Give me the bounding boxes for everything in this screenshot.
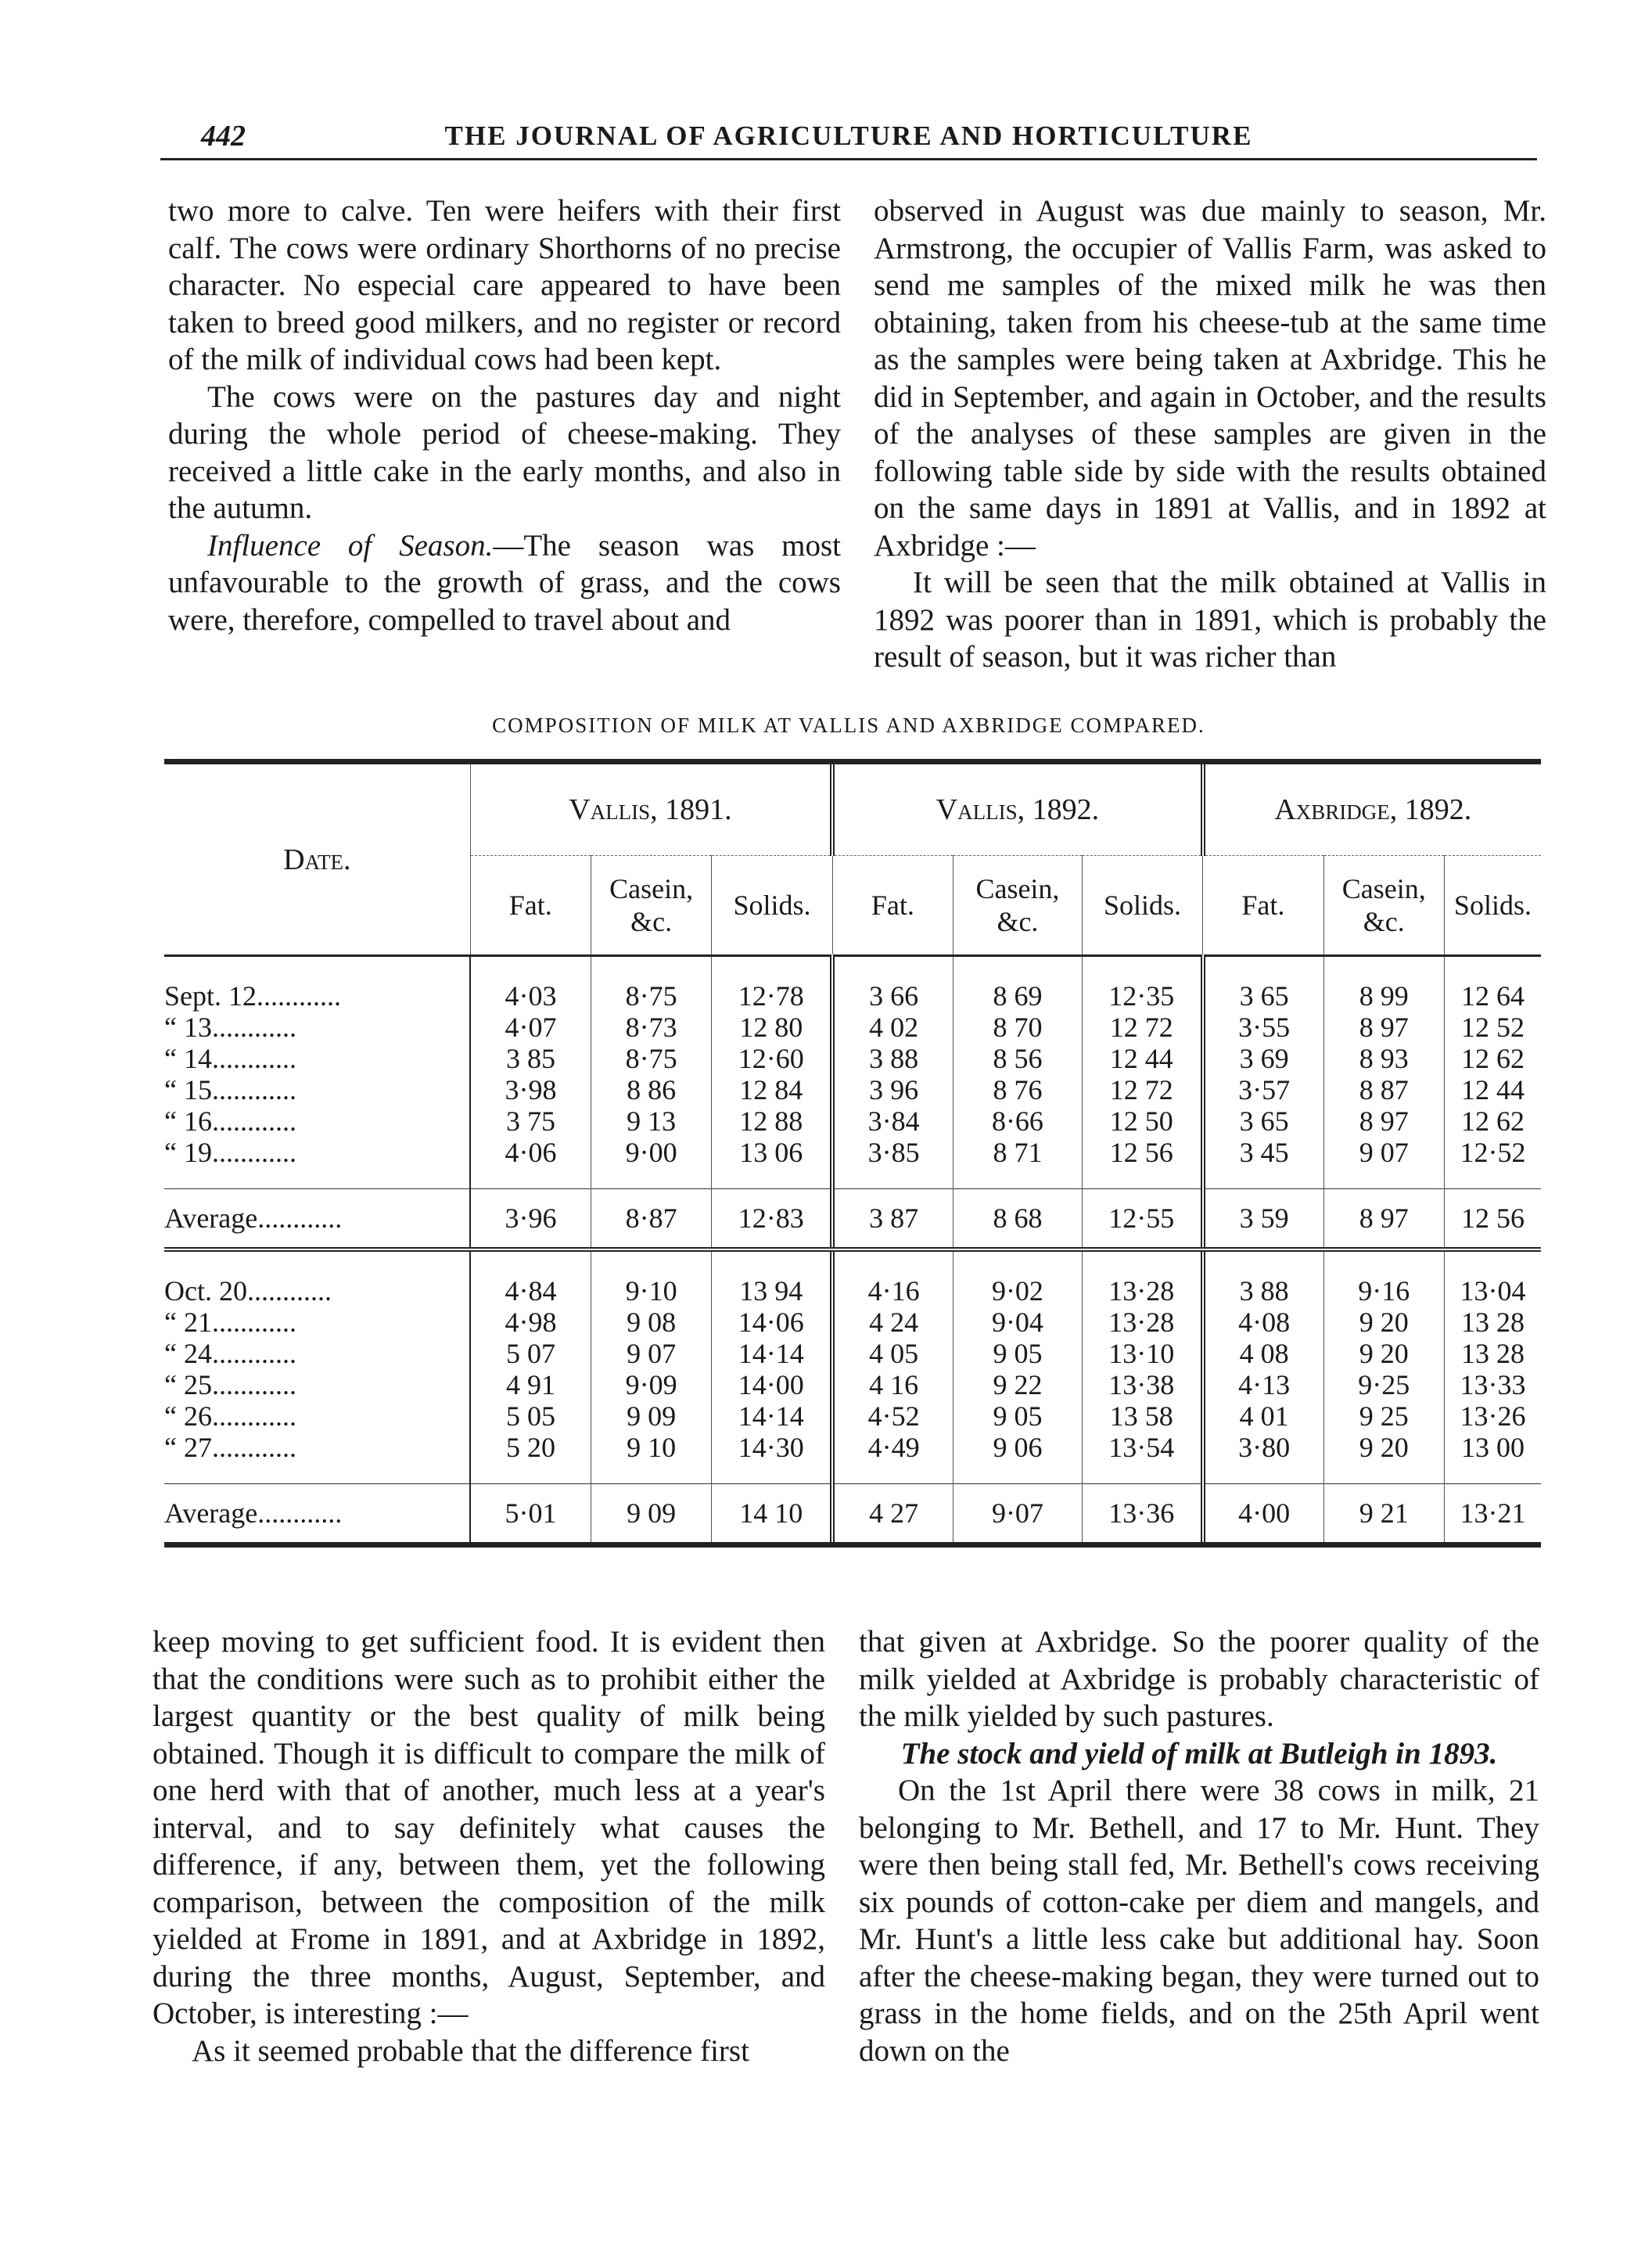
value-cell: 3·80 bbox=[1203, 1432, 1323, 1484]
value-cell: 13·54 bbox=[1082, 1432, 1202, 1484]
column-header: Solids. bbox=[1444, 856, 1541, 956]
value-cell: 8·75 bbox=[591, 956, 711, 1012]
value-cell: 8 93 bbox=[1323, 1043, 1444, 1074]
value-cell: 3 66 bbox=[832, 956, 953, 1012]
value-cell: 12 44 bbox=[1444, 1074, 1541, 1105]
value-cell: 4·16 bbox=[832, 1249, 953, 1307]
value-cell: 4 16 bbox=[832, 1369, 953, 1400]
value-cell: 13·26 bbox=[1444, 1400, 1541, 1432]
value-cell: 8·66 bbox=[953, 1105, 1083, 1137]
value-cell: 12 52 bbox=[1444, 1012, 1541, 1043]
value-cell: 4·49 bbox=[832, 1432, 953, 1484]
value-cell: 9·02 bbox=[953, 1249, 1083, 1307]
paragraph: On the 1st April there were 38 cows in milk, 21 belonging to Mr. Bethell, and 17 to Mr. Hunt. They were then being stall fed, Mr. Bethell's cows receiving six pounds of cotton-cake per diem and mangels, and Mr. Hunt's a little less cake but additional hay. Soon after the cheese-making began, they were turned out to grass in the home fields, and on the 25th April went down on the bbox=[859, 1774, 1539, 2068]
value-cell: 8 87 bbox=[1323, 1074, 1444, 1105]
value-cell: 13 06 bbox=[712, 1137, 832, 1189]
value-cell: 9 20 bbox=[1323, 1338, 1444, 1369]
value-cell: 14·30 bbox=[712, 1432, 832, 1484]
value-cell: 3·55 bbox=[1203, 1012, 1323, 1043]
value-cell: 13 00 bbox=[1444, 1432, 1541, 1484]
average-row bbox=[164, 1484, 1541, 1545]
column-bottom-right bbox=[859, 1623, 1539, 2069]
value-cell: 8 97 bbox=[1323, 1012, 1444, 1043]
value-cell: 12 84 bbox=[712, 1074, 832, 1105]
value-cell: 13·10 bbox=[1082, 1338, 1202, 1369]
average-value-cell: 9 09 bbox=[591, 1484, 711, 1545]
average-value-cell: 9 21 bbox=[1323, 1484, 1444, 1545]
value-cell: 4·52 bbox=[832, 1400, 953, 1432]
value-cell: 3 88 bbox=[832, 1043, 953, 1074]
value-cell: 9 22 bbox=[953, 1369, 1083, 1400]
value-cell: 4·98 bbox=[470, 1307, 591, 1338]
date-cell: “ 27............ bbox=[164, 1432, 296, 1463]
column-header: Fat. bbox=[1203, 856, 1323, 956]
column-header: Fat. bbox=[832, 856, 953, 956]
value-cell: 4 02 bbox=[832, 1012, 953, 1043]
value-cell: 13 28 bbox=[1444, 1307, 1541, 1338]
value-cell: 3 65 bbox=[1203, 1105, 1323, 1137]
column-top-left bbox=[168, 192, 841, 638]
date-cell: “ 26............ bbox=[164, 1400, 296, 1432]
table-row bbox=[164, 956, 1541, 1012]
value-cell: 9 08 bbox=[591, 1307, 711, 1338]
value-cell: 12 88 bbox=[712, 1105, 832, 1137]
value-cell: 12·35 bbox=[1082, 956, 1202, 1012]
milk-composition-table bbox=[164, 759, 1541, 1548]
average-value-cell: 9·07 bbox=[953, 1484, 1083, 1545]
value-cell: 3 45 bbox=[1203, 1137, 1323, 1189]
average-value-cell: 12·55 bbox=[1082, 1189, 1202, 1250]
date-cell: Sept. 12............ bbox=[164, 980, 342, 1012]
value-cell: 3 75 bbox=[470, 1105, 591, 1137]
value-cell: 13 58 bbox=[1082, 1400, 1202, 1432]
date-cell: “ 16............ bbox=[164, 1105, 296, 1137]
column-bottom-left bbox=[153, 1623, 825, 2069]
table-caption: COMPOSITION OF MILK AT VALLIS AND AXBRIDGE COMPARED. bbox=[492, 714, 1205, 737]
table-row bbox=[164, 1307, 1541, 1338]
value-cell: 14·06 bbox=[712, 1307, 832, 1338]
average-value-cell: 8 68 bbox=[953, 1189, 1083, 1250]
date-cell: “ 19............ bbox=[164, 1137, 296, 1168]
date-header: Date. bbox=[164, 762, 470, 956]
paragraph: two more to calve. Ten were heifers with their first calf. The cows were ordinary Shorthorns of no precise character. No especial care appeared to have been taken to breed good milkers, and no register or record of the milk of individual cows had been kept. bbox=[168, 194, 841, 376]
value-cell: 8·75 bbox=[591, 1043, 711, 1074]
value-cell: 9 07 bbox=[591, 1338, 711, 1369]
column-header: Solids. bbox=[712, 856, 832, 956]
date-cell: “ 21............ bbox=[164, 1307, 296, 1338]
value-cell: 3·57 bbox=[1203, 1074, 1323, 1105]
journal-title: THE JOURNAL OF AGRICULTURE AND HORTICULTURE bbox=[444, 120, 1253, 151]
value-cell: 12·52 bbox=[1444, 1137, 1541, 1189]
paragraph bbox=[168, 527, 841, 639]
value-cell: 9 20 bbox=[1323, 1307, 1444, 1338]
value-cell: 9·16 bbox=[1323, 1249, 1444, 1307]
value-cell: 9·09 bbox=[591, 1369, 711, 1400]
average-value-cell: 3 87 bbox=[832, 1189, 953, 1250]
value-cell: 3 65 bbox=[1203, 956, 1323, 1012]
average-value-cell: 8·87 bbox=[591, 1189, 711, 1250]
value-cell: 4·07 bbox=[470, 1012, 591, 1043]
value-cell: 12·60 bbox=[712, 1043, 832, 1074]
value-cell: 12 72 bbox=[1082, 1074, 1202, 1105]
value-cell: 8 56 bbox=[953, 1043, 1083, 1074]
paragraph: observed in August was due mainly to season, Mr. Armstrong, the occupier of Vallis Farm, was asked to send me samples of the mixed milk he was then obtaining, taken from his cheese-tub at the same time as the samples were being taken at Axbridge. This he did in September, and again in October, and the results of the analyses of these samples are given in the following table side by side with the results obtained on the same days in 1891 at Vallis, and in 1892 at Axbridge :— bbox=[874, 194, 1546, 563]
section-heading: Influence of Season. bbox=[207, 528, 494, 563]
value-cell: 9 06 bbox=[953, 1432, 1083, 1484]
value-cell: 9 05 bbox=[953, 1400, 1083, 1432]
value-cell: 9 05 bbox=[953, 1338, 1083, 1369]
table-row bbox=[164, 1369, 1541, 1400]
average-value-cell: 12 56 bbox=[1444, 1189, 1541, 1250]
column-header: Fat. bbox=[470, 856, 591, 956]
value-cell: 9·25 bbox=[1323, 1369, 1444, 1400]
table-row bbox=[164, 1400, 1541, 1432]
column-header: Casein, &c. bbox=[953, 856, 1083, 956]
average-value-cell: 3·96 bbox=[470, 1189, 591, 1250]
value-cell: 13·28 bbox=[1082, 1249, 1202, 1307]
value-cell: 4·84 bbox=[470, 1249, 591, 1307]
paragraph: It will be seen that the milk obtained at Vallis in 1892 was poorer than in 1891, which is probably the result of season, but it was richer than bbox=[874, 566, 1546, 674]
value-cell: 8 99 bbox=[1323, 956, 1444, 1012]
value-cell: 9 09 bbox=[591, 1400, 711, 1432]
table-row bbox=[164, 1338, 1541, 1369]
paragraph: As it seemed probable that the difference first bbox=[192, 2033, 749, 2068]
value-cell: 9 20 bbox=[1323, 1432, 1444, 1484]
value-cell: 12 64 bbox=[1444, 956, 1541, 1012]
value-cell: 12 56 bbox=[1082, 1137, 1202, 1189]
value-cell: 5 07 bbox=[470, 1338, 591, 1369]
value-cell: 3·85 bbox=[832, 1137, 953, 1189]
value-cell: 12 62 bbox=[1444, 1105, 1541, 1137]
average-value-cell: 8 97 bbox=[1323, 1189, 1444, 1250]
section-subheading: The stock and yield of milk at Butleigh in 1893. bbox=[900, 1736, 1498, 1770]
value-cell: 4 08 bbox=[1203, 1338, 1323, 1369]
group-header: Vallis, 1891. bbox=[470, 762, 832, 856]
paragraph: keep moving to get sufficient food. It is evident then that the conditions were such as to prohibit either the largest quantity or the best quality of milk being obtained. Though it is difficult to compare the milk of one herd with that of another, much less at a year's interval, and to say definitely what causes the difference, if any, between them, yet the following comparison, between the composition of the milk yielded at Frome in 1891, and at Axbridge in 1892, during the three months, August, September, and October, is interesting :— bbox=[153, 1625, 825, 2030]
value-cell: 8 70 bbox=[953, 1012, 1083, 1043]
value-cell: 9·10 bbox=[591, 1249, 711, 1307]
average-value-cell: 14 10 bbox=[712, 1484, 832, 1545]
date-cell: “ 15............ bbox=[164, 1074, 296, 1105]
value-cell: 9·04 bbox=[953, 1307, 1083, 1338]
date-cell: “ 14............ bbox=[164, 1043, 296, 1074]
table-row bbox=[164, 1249, 1541, 1307]
value-cell: 12 62 bbox=[1444, 1043, 1541, 1074]
value-cell: 5 05 bbox=[470, 1400, 591, 1432]
value-cell: 4·08 bbox=[1203, 1307, 1323, 1338]
value-cell: 8 97 bbox=[1323, 1105, 1444, 1137]
value-cell: 3·98 bbox=[470, 1074, 591, 1105]
value-cell: 9 25 bbox=[1323, 1400, 1444, 1432]
date-cell: “ 25............ bbox=[164, 1369, 296, 1400]
value-cell: 9·00 bbox=[591, 1137, 711, 1189]
value-cell: 14·00 bbox=[712, 1369, 832, 1400]
average-value-cell: 13·36 bbox=[1082, 1484, 1202, 1545]
value-cell: 9 13 bbox=[591, 1105, 711, 1137]
value-cell: 13·04 bbox=[1444, 1249, 1541, 1307]
column-top-right bbox=[874, 192, 1546, 676]
value-cell: 4 01 bbox=[1203, 1400, 1323, 1432]
running-header bbox=[160, 117, 1537, 160]
value-cell: 13 94 bbox=[712, 1249, 832, 1307]
value-cell: 8 71 bbox=[953, 1137, 1083, 1189]
table-row bbox=[164, 1074, 1541, 1105]
value-cell: 12 80 bbox=[712, 1012, 832, 1043]
average-label: Average............ bbox=[164, 1484, 470, 1545]
group-header: Axbridge, 1892. bbox=[1203, 762, 1541, 856]
value-cell: 13·38 bbox=[1082, 1369, 1202, 1400]
table-row bbox=[164, 1432, 1541, 1484]
value-cell: 12·78 bbox=[712, 956, 832, 1012]
average-value-cell: 12·83 bbox=[712, 1189, 832, 1250]
value-cell: 3·84 bbox=[832, 1105, 953, 1137]
average-value-cell: 5·01 bbox=[470, 1484, 591, 1545]
column-header: Casein, &c. bbox=[591, 856, 711, 956]
value-cell: 3 69 bbox=[1203, 1043, 1323, 1074]
value-cell: 14·14 bbox=[712, 1338, 832, 1369]
value-cell: 12 50 bbox=[1082, 1105, 1202, 1137]
value-cell: 13 28 bbox=[1444, 1338, 1541, 1369]
value-cell: 3 85 bbox=[470, 1043, 591, 1074]
average-value-cell: 4·00 bbox=[1203, 1484, 1323, 1545]
average-value-cell: 4 27 bbox=[832, 1484, 953, 1545]
average-value-cell: 3 59 bbox=[1203, 1189, 1323, 1250]
page-number: 442 bbox=[201, 120, 246, 153]
group-header: Vallis, 1892. bbox=[832, 762, 1202, 856]
average-label: Average............ bbox=[164, 1189, 470, 1250]
value-cell: 13·33 bbox=[1444, 1369, 1541, 1400]
value-cell: 8 69 bbox=[953, 956, 1083, 1012]
value-cell: 12 44 bbox=[1082, 1043, 1202, 1074]
value-cell: 13·28 bbox=[1082, 1307, 1202, 1338]
table-row bbox=[164, 1043, 1541, 1074]
column-header: Casein, &c. bbox=[1323, 856, 1444, 956]
value-cell: 9 07 bbox=[1323, 1137, 1444, 1189]
date-cell: Oct. 20............ bbox=[164, 1275, 332, 1307]
value-cell: 4·03 bbox=[470, 956, 591, 1012]
value-cell: 4 05 bbox=[832, 1338, 953, 1369]
column-header: Solids. bbox=[1082, 856, 1202, 956]
paragraph: that given at Axbridge. So the poorer quality of the milk yielded at Axbridge is probably characteristic of the milk yielded by such pastures. bbox=[859, 1625, 1539, 1733]
table-row bbox=[164, 1137, 1541, 1189]
paragraph: The cows were on the pastures day and night during the whole period of cheese-making. They received a little cake in the early months, and also in the autumn. bbox=[168, 379, 841, 525]
date-cell: “ 24............ bbox=[164, 1338, 296, 1369]
value-cell: 8 76 bbox=[953, 1074, 1083, 1105]
value-cell: 3 88 bbox=[1203, 1249, 1323, 1307]
value-cell: 12 72 bbox=[1082, 1012, 1202, 1043]
table-row bbox=[164, 1012, 1541, 1043]
average-row bbox=[164, 1189, 1541, 1250]
date-cell: “ 13............ bbox=[164, 1012, 296, 1043]
value-cell: 4 24 bbox=[832, 1307, 953, 1338]
average-value-cell: 13·21 bbox=[1444, 1484, 1541, 1545]
value-cell: 5 20 bbox=[470, 1432, 591, 1484]
value-cell: 9 10 bbox=[591, 1432, 711, 1484]
value-cell: 8·73 bbox=[591, 1012, 711, 1043]
value-cell: 3 96 bbox=[832, 1074, 953, 1105]
paragraph-text: —The season was most unfavourable to the growth of grass, and the cows were, therefore, compelled to travel about and bbox=[168, 528, 841, 637]
value-cell: 14·14 bbox=[712, 1400, 832, 1432]
value-cell: 4·06 bbox=[470, 1137, 591, 1189]
value-cell: 4·13 bbox=[1203, 1369, 1323, 1400]
table-row bbox=[164, 1105, 1541, 1137]
value-cell: 4 91 bbox=[470, 1369, 591, 1400]
value-cell: 8 86 bbox=[591, 1074, 711, 1105]
